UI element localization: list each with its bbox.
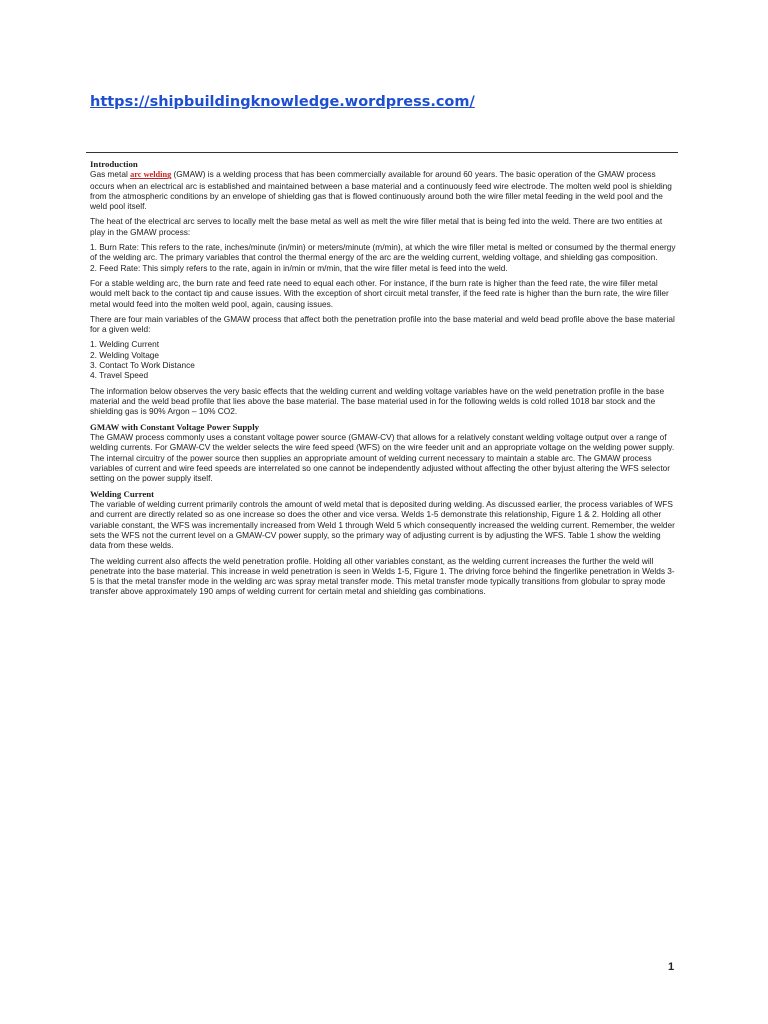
intro-paragraph-3: For a stable welding arc, the burn rate and feed rate need to equal each other. For instance, if the burn rate is higher than the feed rate, the wire filler metal would melt back to the contact tip and cause issues. With the exception of short circuit metal transfer, if the feed rate is higher than the burn rate, the wire filler metal would feed into the molten weld pool, again, causing issues.	[90, 277, 669, 309]
variable-item: 3. Contact To Work Distance	[90, 360, 195, 371]
entity-list	[90, 242, 678, 273]
variables-list	[90, 339, 678, 380]
intro-paragraph-4: There are four main variables of the GMAW process that affect both the penetration profile into the base material and weld bead profile above the base material for a given weld:	[90, 313, 675, 335]
arc-welding-link[interactable]: arc welding	[130, 170, 172, 180]
variable-item: 4. Travel Speed	[90, 370, 149, 381]
intro-paragraph-2: The heat of the electrical arc serves to locally melt the base metal as well as melt the wire filler metal that is being fed into the weld. There are two entities at play in the GMAW process:	[90, 216, 663, 237]
cv-paragraph-1: The GMAW process commonly uses a constant voltage power source (GMAW-CV) that allows for a relatively constant welding voltage output over a range of welding currents. For GMAW-CV the welder selects the wire feed speed (WFS) on the wire feeder unit and an appropriate voltage on the welding power supply. The internal circuitry of the power source then supplies an appropriate amount of welding current necessary to maintain a stable arc. The GMAW process variables of current and wire feed speeds are interrelated so one cannot be independently adjusted without affecting the other byjust altering the WFS selector setting on the power supply itself.	[90, 432, 675, 484]
entity-item-2: 2. Feed Rate: This simply refers to the rate, again in in/min or m/min, that the wire filler metal is feed into the weld.	[90, 262, 508, 273]
site-url-link[interactable]: https://shipbuildingknowledge.wordpress.com/	[90, 94, 475, 110]
intro-p1-end: (GMAW) is a welding process that has been commercially available for around 60 years. The basic operation of the GMAW process occurs when an electrical arc is established and maintained between a base material and a continuously feed wire electrode. The molten weld pool is shielding from the atmospheric conditions by an envelope of shielding gas that is flowed continuously around both the wire filler metal feeding in the weld pool and the weld pool itself.	[90, 169, 672, 212]
page-number: 1	[668, 961, 675, 973]
document-body	[90, 159, 678, 602]
constant-voltage-section	[90, 422, 678, 484]
wc-paragraph-1: The variable of welding current primarily controls the amount of weld metal that is deposited during welding. As discussed earlier, the process variables of WFS and current are directly related so as one increase so does the other and vice versa. Welds 1-5 demonstrate this relationship, Figure 1 & 2. Holding all other variable constant, the WFS was incrementally increased from Weld 1 through Weld 5 which consequently increased the welding current. Remember, the welder sets the WFS not the current level on a GMAW-CV power supply, so the primary way of adjusting current is by adjusting the WFS. Table 1 show the welding data from these welds.	[90, 499, 675, 551]
intro-paragraph-5: The information below observes the very basic effects that the welding current and welding voltage variables have on the weld penetration profile in the base material and the weld bead profile that lies above the base material. The base material used in for the following welds is cold rolled 1018 bar stock and the shielding gas is 90% Argon – 10% CO2.	[90, 385, 665, 417]
intro-heading: Introduction	[90, 159, 138, 169]
welding-current-section	[90, 489, 678, 597]
horizontal-rule	[86, 152, 678, 153]
variable-item: 2. Welding Voltage	[90, 349, 160, 360]
wc-heading: Welding Current	[90, 488, 155, 499]
wc-paragraph-2: The welding current also affects the weld penetration profile. Holding all other variables constant, as the welding current increases the further the weld will penetrate into the base material. This increase in weld penetration is seen in Welds 1-5, Figure 1. The driving force behind the fingerlike penetration in Welds 3-5 is that the metal transfer mode in the welding arc was spray metal transfer mode. This metal transfer mode typically transitions from globular to spray mode transfer above approximately 190 amps of welding current for certain metal and shielding gas combinations.	[90, 555, 675, 597]
variable-item: 1. Welding Current	[90, 339, 160, 350]
entity-item-1: 1. Burn Rate: This refers to the rate, inches/minute (in/min) or meters/minute (m/min), at which the wire filler metal is melted or consumed by the thermal energy of the welding arc. The primary variables that control the thermal energy of the arc are the welding current, welding voltage, and shielding gas composition.	[90, 242, 676, 263]
intro-p1-start: Gas metal	[90, 169, 131, 180]
intro-section	[90, 159, 678, 417]
intro-paragraph-1	[90, 169, 678, 211]
cv-heading: GMAW with Constant Voltage Power Supply	[90, 421, 260, 432]
